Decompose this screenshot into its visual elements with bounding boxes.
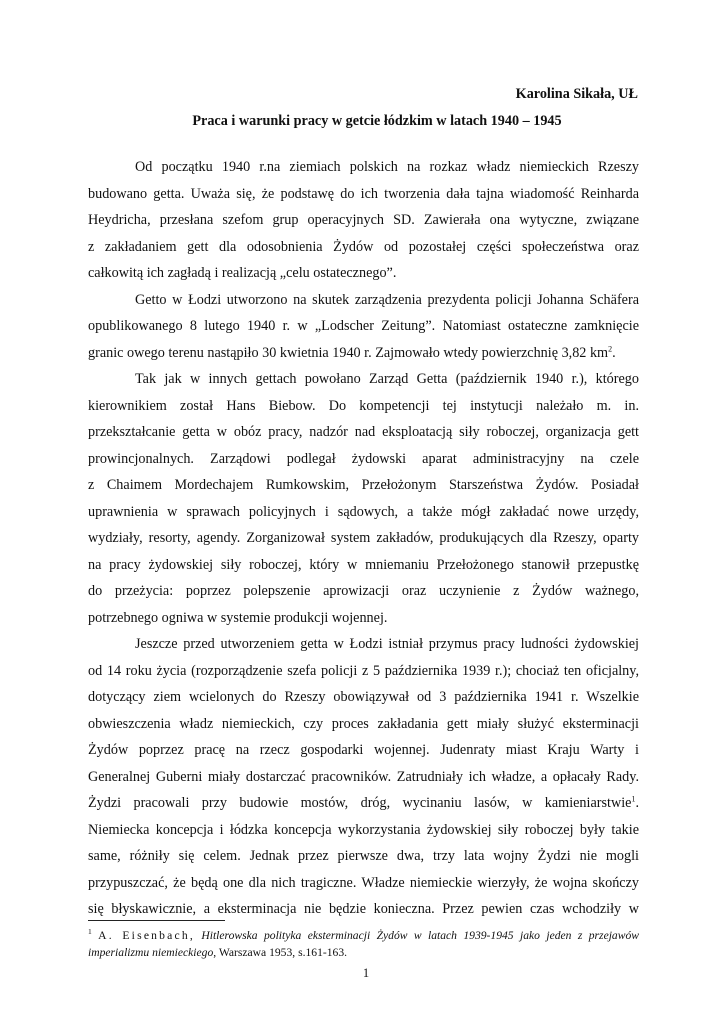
footnote-line — [88, 944, 639, 961]
document-title: Praca i warunki pracy w getcie łódzkim w latach 1940 – 1945 — [192, 113, 562, 129]
paragraph-line: na pracy żydowskiej siły roboczej, który w mniemaniu Przełożonego stanowił przepustkę — [88, 556, 639, 573]
paragraph-line-text: granic owego terenu nastąpiło 30 kwietnia 1940 r. Zajmowało wtedy powierzchnię 3,82 km — [88, 344, 609, 361]
paragraph-line: Heydricha, przesłana szefom grup operacyjnych SD. Zawierała ona wytyczne, związane — [88, 212, 639, 228]
paragraph-line: się błyskawicznie, a eksterminacja nie będzie konieczna. Przez pewien czas wchodziły w — [88, 901, 639, 917]
paragraph-line: obwieszczenia władz niemieckich, czy proces zakładania gett miały służyć eksterminacji — [88, 715, 639, 732]
footnote-publication: , Warszawa 1953, s.161-163. — [213, 946, 348, 959]
paragraph-line: budowano getta. Uważa się, że podstawę do ich tworzenia dała tajna wiadomość Reinharda — [88, 185, 639, 202]
km-exponent: 2 — [608, 343, 613, 353]
line-end-period: . — [612, 344, 616, 361]
footnote-title: Hitlerowska polityka eksterminacji Żydów w latach 1939-1945 jako jeden z przejawów — [201, 929, 639, 942]
paragraph-line: Niemiecka koncepcja i łódzka koncepcja wykorzystania żydowskiej siły roboczej były takie — [88, 821, 639, 838]
paragraph-line: całkowitą ich zagładą i realizacją „celu ostatecznego”. — [88, 265, 397, 281]
paragraph-line: wydziały, resorty, agendy. Zorganizował system zakładów, produkujących dla Rzeszy, oparty — [88, 530, 639, 546]
paragraph-line: potrzebnego ogniwa w systemie produkcji wojennej. — [88, 609, 388, 626]
paragraph-line-with-superscript — [88, 340, 639, 367]
paragraph-line: kierownikiem został Hans Biebow. Do kompetencji tej instytucji należało m. in. — [88, 397, 639, 414]
body-text — [88, 154, 639, 923]
paragraph-line: z Chaimem Mordechajem Rumkowskim, Przełożonym Starszeństwa Żydów. Posiadał — [88, 477, 639, 493]
author-line: Karolina Sikała, UŁ — [515, 86, 638, 102]
paragraph-line: uprawnienia w sprawach policyjnych i sądowych, a także mógł zakładać nowe urzędy, — [88, 503, 639, 520]
paragraph-line: opublikowanego 8 lutego 1940 r. w „Lodscher Zeitung”. Natomiast ostateczne zamknięcie — [88, 318, 639, 334]
paragraph-line: Żydów poprzez pracę na rzecz gospodarki wojennej. Judenraty miast Kraju Warty i — [88, 742, 639, 758]
paragraph-line: dotyczący ziem wcielonych do Rzeszy obowiązywał od 3 października 1941 r. Wszelkie — [88, 689, 639, 705]
footnote-ref: 1 — [631, 794, 636, 804]
paragraph-line: z zakładaniem gett dla odosobnienia Żydów od pozostałej części społeczeństwa oraz — [88, 238, 639, 255]
paragraph-line: przekształcanie getta w obóz pracy, nadzór nad eksploatacją siły roboczej, organizacja gett — [88, 424, 639, 440]
paragraph-line: od 14 roku życia (rozporządzenie szefa policji z 5 października 1939 r.); chociaż ten oficjalny, — [88, 662, 639, 679]
paragraph-line: Tak jak w innych gettach powołano Zarząd Getta (październik 1940 r.), którego — [135, 371, 639, 387]
footnote-author: A. Eisenbach, — [98, 929, 195, 942]
paragraph-line: same, różniły się celem. Jednak przez pierwsze dwa, trzy lata wojny Żydzi nie mogli — [88, 848, 639, 864]
paragraph-line: Generalnej Guberni miały dostarczać pracowników. Zatrudniały ich władze, a opłacały Rady. — [88, 768, 639, 785]
paragraph-line: Getto w Łodzi utworzono na skutek zarządzenia prezydenta policji Johanna Schäfera — [135, 291, 639, 308]
footnote-title-cont: imperializmu niemieckiego — [88, 946, 214, 959]
paragraph-line: Od początku 1940 r.na ziemiach polskich na rozkaz władz niemieckich Rzeszy — [135, 159, 639, 175]
line-end-period: . — [635, 795, 639, 811]
page-number: 1 — [362, 966, 370, 980]
paragraph-line: prowincjonalnych. Zarządowi podlegał żydowski aparat administracyjny na czele — [88, 450, 639, 467]
footnote-mark: 1 — [88, 927, 92, 937]
paragraph-line: do przeżycia: poprzez polepszenie aprowizacji oraz uczynienie z Żydów ważnego, — [88, 583, 639, 599]
paragraph-line: Jeszcze przed utworzeniem getta w Łodzi istniał przymus pracy ludności żydowskiej — [135, 636, 639, 652]
paragraph-line: przypuszczać, że będą one dla nich tragiczne. Władze niemieckie wierzyły, że wojna skończy — [88, 874, 639, 891]
paragraph-line-with-footnote-ref — [88, 790, 639, 817]
footnote-separator — [88, 920, 225, 921]
paragraph-line-text: Żydzi pracowali przy budowie mostów, dróg, wycinaniu lasów, w kamieniarstwie — [88, 795, 632, 811]
footnote — [88, 927, 639, 961]
footnote-line — [88, 927, 639, 944]
